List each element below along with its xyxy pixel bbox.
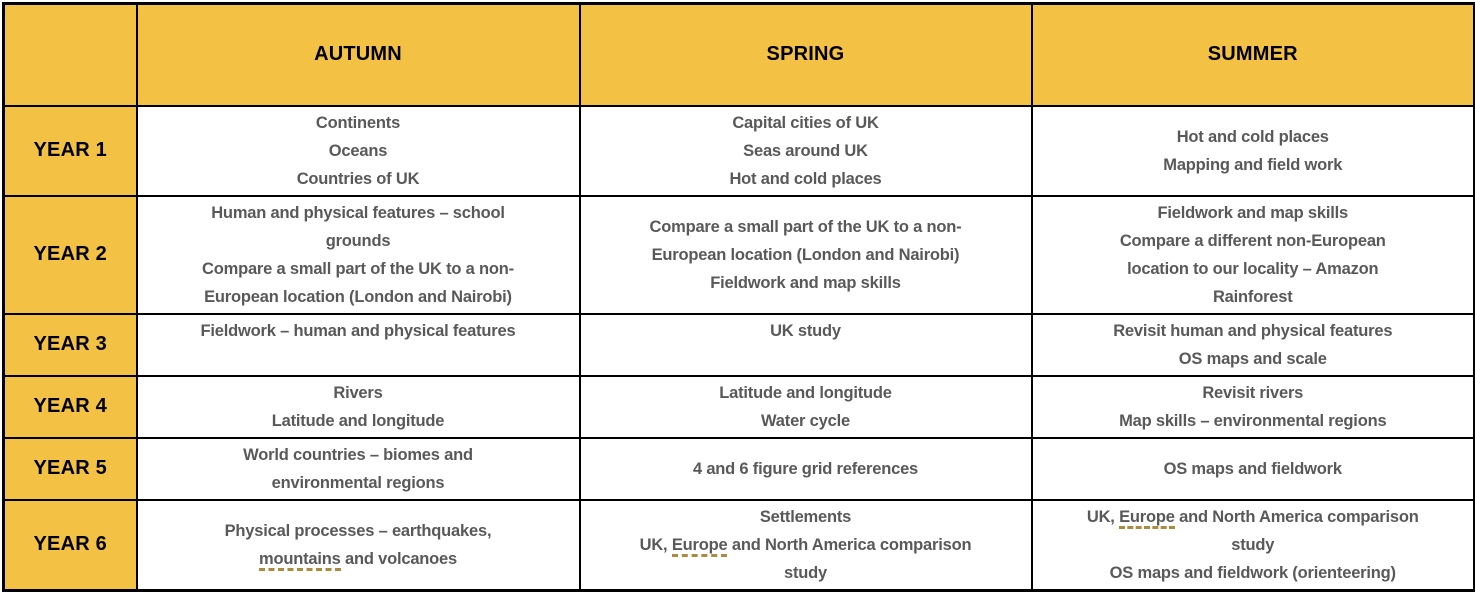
- cell-summer: [1032, 438, 1475, 500]
- cell-line: OS maps and fieldwork (orienteering): [1109, 563, 1396, 582]
- cell-line: European location (London and Nairobi): [204, 287, 512, 306]
- header-spring: SPRING: [580, 4, 1032, 106]
- cell-line: Revisit human and physical features: [1113, 321, 1393, 340]
- cell-line: Compare a small part of the UK to a non-: [202, 259, 514, 278]
- cell-line: study: [1231, 535, 1275, 554]
- cell-line: Fieldwork and map skills: [710, 273, 901, 292]
- cell-spring: [580, 314, 1032, 376]
- cell-line: study: [783, 563, 827, 582]
- cell-line: OS maps and scale: [1178, 349, 1327, 368]
- cell-line: Compare a small part of the UK to a non-: [649, 217, 962, 236]
- cell-line: Latitude and longitude: [271, 411, 445, 430]
- cell-summer: [1032, 376, 1475, 438]
- header-autumn: AUTUMN: [137, 4, 580, 106]
- cell-line: [146, 545, 571, 573]
- header-summer: SUMMER: [1032, 4, 1475, 106]
- cell-line: Countries of UK: [296, 169, 420, 188]
- year-label: YEAR 4: [4, 376, 137, 438]
- cell-line: Fieldwork and map skills: [1157, 203, 1348, 222]
- cell-line: Hot and cold places: [729, 169, 882, 188]
- cell-line: Oceans: [328, 141, 388, 160]
- table-row: [4, 106, 1475, 196]
- cell-line: [589, 345, 1023, 373]
- year-label: YEAR 3: [4, 314, 137, 376]
- spellcheck-underline: mountains: [259, 550, 341, 571]
- text-segment: and volcanoes: [340, 549, 458, 568]
- cell-autumn: [137, 500, 580, 591]
- cell-line: location to our locality – Amazon: [1127, 259, 1379, 278]
- cell-line: UK study: [770, 321, 841, 340]
- cell-summer: [1032, 314, 1475, 376]
- cell-line: Hot and cold places: [1176, 127, 1329, 146]
- text-segment: UK,: [1086, 507, 1120, 526]
- text-segment: UK,: [639, 535, 672, 554]
- cell-line: OS maps and fieldwork: [1163, 459, 1342, 478]
- cell-line: Fieldwork – human and physical features: [200, 321, 516, 340]
- cell-line: grounds: [325, 231, 391, 250]
- cell-autumn: [137, 314, 580, 376]
- cell-spring: [580, 438, 1032, 500]
- table-row: [4, 376, 1475, 438]
- cell-line: Seas around UK: [743, 141, 868, 160]
- table-header: [4, 4, 1475, 106]
- cell-line: [1041, 503, 1466, 531]
- text-segment: and North America comparison: [1174, 507, 1419, 526]
- cell-line: Continents: [315, 113, 401, 132]
- cell-autumn: [137, 106, 580, 196]
- year-label: YEAR 1: [4, 106, 137, 196]
- cell-spring: [580, 106, 1032, 196]
- spellcheck-underline: Europe: [672, 536, 728, 557]
- cell-line: environmental regions: [271, 473, 445, 492]
- cell-line: World countries – biomes and: [243, 445, 473, 464]
- spellcheck-underline: Europe: [1119, 508, 1175, 529]
- text-segment: and North America comparison: [727, 535, 972, 554]
- cell-spring: [580, 500, 1032, 591]
- cell-line: Compare a different non-European: [1119, 231, 1386, 250]
- cell-summer: [1032, 196, 1475, 314]
- cell-autumn: [137, 438, 580, 500]
- cell-line: Rivers: [333, 383, 383, 402]
- curriculum-rows: [4, 106, 1475, 591]
- cell-line: 4 and 6 figure grid references: [692, 459, 919, 478]
- cell-line: Rainforest: [1212, 287, 1293, 306]
- corner-cell: [4, 4, 137, 106]
- cell-line: European location (London and Nairobi): [651, 245, 960, 264]
- cell-spring: [580, 376, 1032, 438]
- year-label: YEAR 2: [4, 196, 137, 314]
- cell-line: Capital cities of UK: [732, 113, 879, 132]
- cell-line: Latitude and longitude: [719, 383, 892, 402]
- cell-line: Revisit rivers: [1202, 383, 1304, 402]
- header-row: [4, 4, 1475, 106]
- table-row: [4, 438, 1475, 500]
- year-label: YEAR 6: [4, 500, 137, 591]
- cell-autumn: [137, 196, 580, 314]
- cell-line: Water cycle: [761, 411, 850, 430]
- cell-line: [146, 345, 571, 373]
- cell-line: Map skills – environmental regions: [1119, 411, 1387, 430]
- table-row: [4, 314, 1475, 376]
- cell-line: Mapping and field work: [1163, 155, 1343, 174]
- cell-line: Human and physical features – school: [211, 203, 505, 222]
- cell-line: Physical processes – earthquakes,: [224, 521, 492, 540]
- cell-line: Settlements: [759, 507, 852, 526]
- cell-summer: [1032, 106, 1475, 196]
- table-row: [4, 500, 1475, 591]
- cell-summer: [1032, 500, 1475, 591]
- table-row: [4, 196, 1475, 314]
- curriculum-table: [2, 2, 1475, 592]
- cell-autumn: [137, 376, 580, 438]
- year-label: YEAR 5: [4, 438, 137, 500]
- cell-line: [589, 531, 1023, 559]
- cell-spring: [580, 196, 1032, 314]
